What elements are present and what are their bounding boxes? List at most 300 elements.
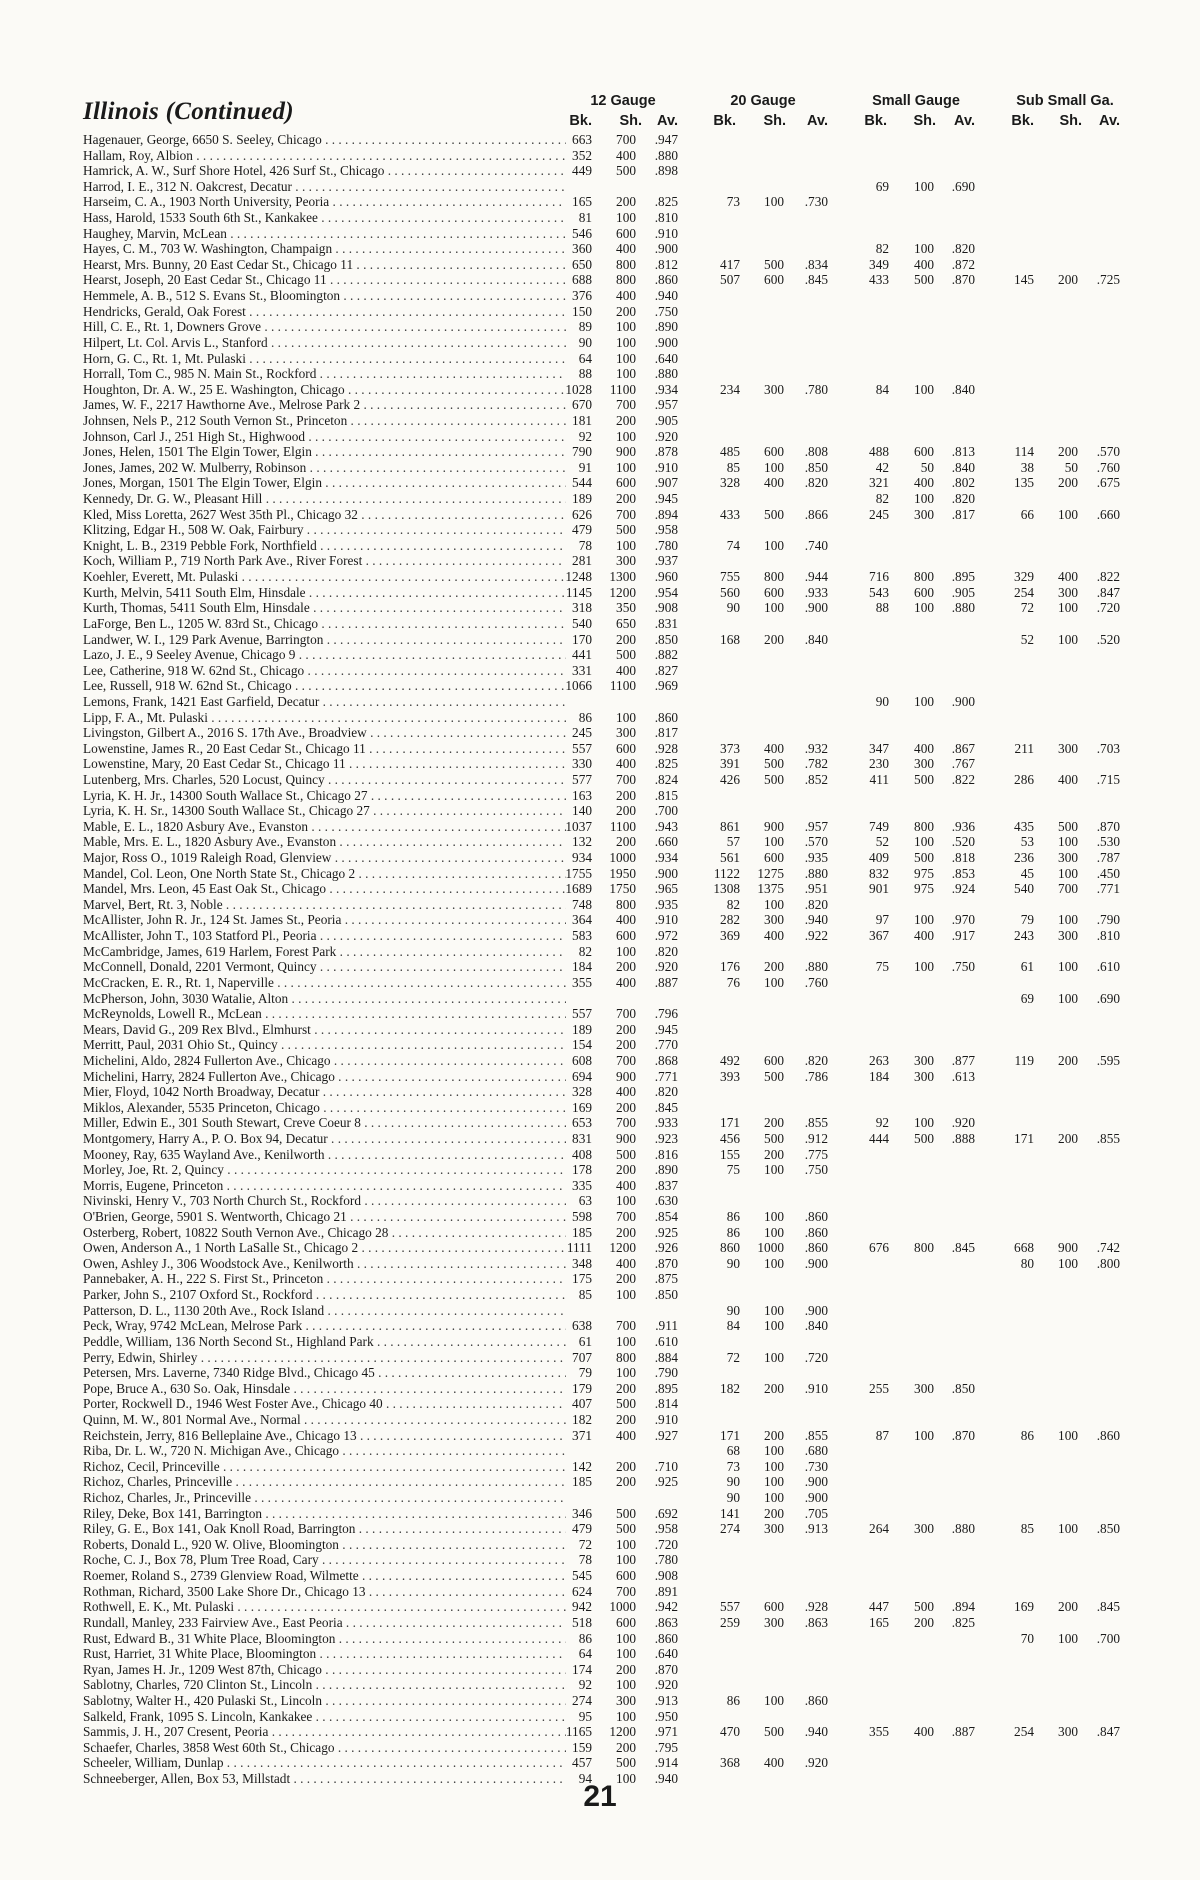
score-cell: 485 (720, 444, 740, 460)
score-cell: .926 (654, 1240, 678, 1256)
score-cell: 300 (616, 725, 636, 741)
shooter-name-address: Owen, Ashley J., 306 Woodstock Ave., Kenilworth . . . (83, 1256, 566, 1272)
score-cell: .840 (804, 631, 828, 647)
score-cell: 145 (1014, 272, 1034, 288)
score-cell: 100 (1058, 631, 1078, 647)
score-cell: 245 (572, 725, 592, 741)
score-cell: .834 (804, 256, 828, 272)
score-cell: 254 (1014, 1724, 1034, 1740)
shooter-name-address: Hemmele, A. B., 512 S. Evans St., Bloomington . . . (83, 288, 566, 304)
score-cell: 174 (572, 1661, 592, 1677)
table-row (0, 866, 1200, 882)
score-cell: .884 (654, 1349, 678, 1365)
score-cell: 861 (720, 818, 740, 834)
score-cell: 50 (1064, 459, 1078, 475)
score-cell: 546 (572, 225, 592, 241)
score-cell: 100 (914, 1115, 934, 1131)
score-cell: 352 (572, 147, 592, 163)
score-cell: .824 (654, 771, 678, 787)
shooter-name-address: Kurth, Melvin, 5411 South Elm, Hinsdale . . . (83, 585, 566, 601)
table-row (0, 1599, 1200, 1615)
score-cell: .720 (804, 1349, 828, 1365)
score-cell: 64 (578, 1646, 592, 1662)
table-row (0, 1318, 1200, 1334)
score-cell: 135 (1014, 475, 1034, 491)
score-cell: .880 (804, 865, 828, 881)
score-cell: .911 (655, 1318, 678, 1334)
score-cell: 800 (914, 818, 934, 834)
score-cell: 300 (914, 1521, 934, 1537)
shooter-name-address: Riley, Deke, Box 141, Barrington . . . (83, 1506, 566, 1522)
score-cell: 650 (616, 615, 636, 631)
score-cell: 1000 (609, 850, 636, 866)
score-cell: 82 (875, 491, 889, 507)
score-cell: 189 (572, 491, 592, 507)
column-subheading: Bk. (1011, 113, 1034, 129)
score-cell: 347 (869, 740, 889, 756)
score-cell: 318 (572, 600, 592, 616)
shooter-name-address: Hamrick, A. W., Surf Shore Hotel, 426 Surf St., Chicago . . . (83, 163, 566, 179)
score-cell: .914 (654, 1755, 678, 1771)
score-cell: 583 (572, 928, 592, 944)
score-cell: 263 (869, 1052, 889, 1068)
column-subheading: Sh. (619, 113, 642, 129)
score-cell: .970 (951, 912, 975, 928)
score-cell: 100 (616, 709, 636, 725)
score-cell: .910 (804, 1380, 828, 1396)
score-cell: .720 (1096, 600, 1120, 616)
score-cell: 409 (869, 850, 889, 866)
score-cell: 371 (572, 1427, 592, 1443)
score-cell: 200 (1058, 444, 1078, 460)
score-cell: .866 (804, 506, 828, 522)
score-cell: 100 (616, 1630, 636, 1646)
score-cell: .787 (1096, 850, 1120, 866)
table-row (0, 1115, 1200, 1131)
shooter-name-address: Mandel, Mrs. Leon, 45 East Oak St., Chicago . . . (83, 881, 566, 897)
score-cell: 200 (764, 1380, 784, 1396)
table-row (0, 834, 1200, 850)
shooter-name-address: Richoz, Cecil, Princeville . . . (83, 1459, 566, 1475)
score-cell: 407 (572, 1396, 592, 1412)
score-cell: 182 (572, 1411, 592, 1427)
score-cell: 169 (572, 1099, 592, 1115)
shooter-name-address: Klitzing, Edgar H., 508 W. Oak, Fairbury . . . (83, 522, 566, 538)
score-cell: .940 (804, 912, 828, 928)
score-cell: .802 (951, 475, 975, 491)
score-cell: 577 (572, 771, 592, 787)
score-cell: 254 (1014, 584, 1034, 600)
score-cell: .972 (654, 928, 678, 944)
shooter-name-address: Ryan, James H. Jr., 1209 West 87th, Chicago . . . (83, 1662, 566, 1678)
score-cell: 1100 (609, 818, 636, 834)
score-cell: 755 (720, 569, 740, 585)
score-cell: 100 (914, 178, 934, 194)
score-cell: 154 (572, 1037, 592, 1053)
shooter-name-address: Horrall, Tom C., 985 N. Main St., Rockford . . . (83, 366, 566, 382)
table-row (0, 1506, 1200, 1522)
score-cell: .822 (951, 771, 975, 787)
table-row (0, 1677, 1200, 1693)
score-cell: .945 (654, 1021, 678, 1037)
shooter-name-address: Marvel, Bert, Rt. 3, Noble . . . (83, 897, 566, 913)
score-cell: 1275 (757, 865, 784, 881)
score-cell: 73 (726, 194, 740, 210)
score-cell: 200 (616, 631, 636, 647)
score-cell: 832 (869, 865, 889, 881)
score-cell: .880 (654, 366, 678, 382)
score-cell: .825 (951, 1614, 975, 1630)
score-cell: .820 (804, 1052, 828, 1068)
score-cell: 264 (869, 1521, 889, 1537)
score-cell: .867 (951, 740, 975, 756)
score-cell: .770 (654, 1037, 678, 1053)
shooter-name-address: Morris, Eugene, Princeton . . . (83, 1178, 566, 1194)
shooter-name-address: Morley, Joe, Rt. 2, Quincy . . . (83, 1162, 566, 1178)
score-cell: .690 (951, 178, 975, 194)
table-row (0, 678, 1200, 694)
score-cell: 88 (578, 366, 592, 382)
score-cell: .880 (804, 959, 828, 975)
score-cell: 100 (616, 1770, 636, 1786)
score-cell: .954 (654, 584, 678, 600)
column-subheading: Av. (954, 113, 975, 129)
score-cell: .818 (951, 850, 975, 866)
score-cell: 100 (616, 350, 636, 366)
score-cell: .610 (1096, 959, 1120, 975)
score-cell: .808 (804, 444, 828, 460)
score-cell: 142 (572, 1458, 592, 1474)
shooter-name-address: Lyria, K. H. Jr., 14300 South Wallace St., Chicago 27 . . . (83, 788, 566, 804)
shooter-name-address: Lipp, F. A., Mt. Pulaski . . . (83, 710, 566, 726)
score-cell: 78 (578, 1552, 592, 1568)
score-cell: 638 (572, 1318, 592, 1334)
score-cell: 800 (616, 272, 636, 288)
score-cell: .927 (654, 1427, 678, 1443)
shooter-name-address: Lazo, J. E., 9 Seeley Avenue, Chicago 9 . . . (83, 647, 566, 663)
group-heading-sub-small-gauge: Sub Small Ga. (1016, 93, 1114, 109)
table-row (0, 1350, 1200, 1366)
score-cell: 479 (572, 522, 592, 538)
shooter-name-address: Richoz, Charles, Jr., Princeville . . . (83, 1490, 566, 1506)
score-cell: 141 (720, 1505, 740, 1521)
score-cell: 400 (616, 1084, 636, 1100)
score-cell: .860 (804, 1224, 828, 1240)
shooter-name-address: Parker, John S., 2107 Oxford St., Rockford . . . (83, 1287, 566, 1303)
table-row (0, 616, 1200, 632)
score-cell: 800 (616, 256, 636, 272)
table-row (0, 1069, 1200, 1085)
table-row (0, 1006, 1200, 1022)
score-cell: .900 (951, 693, 975, 709)
shooter-name-address: Pope, Bruce A., 630 So. Oak, Hinsdale . . . (83, 1381, 566, 1397)
score-cell: 676 (869, 1240, 889, 1256)
score-cell: 92 (875, 1115, 889, 1131)
score-cell: 79 (578, 1365, 592, 1381)
shooter-name-address: Sablotny, Walter H., 420 Pulaski St., Lincoln . . . (83, 1693, 566, 1709)
table-row (0, 1490, 1200, 1506)
table-row (0, 600, 1200, 616)
score-cell: .900 (654, 334, 678, 350)
score-cell: .767 (951, 756, 975, 772)
score-cell: 100 (764, 459, 784, 475)
shooter-name-address: Petersen, Mrs. Laverne, 7340 Ridge Blvd., Chicago 45 . . . (83, 1365, 566, 1381)
score-cell: .958 (654, 1521, 678, 1537)
table-row (0, 132, 1200, 148)
score-cell: 100 (616, 319, 636, 335)
score-cell: 391 (720, 756, 740, 772)
table-row (0, 507, 1200, 523)
score-cell: 700 (616, 506, 636, 522)
score-cell: 100 (914, 834, 934, 850)
score-cell: .520 (1096, 631, 1120, 647)
score-cell: 400 (616, 662, 636, 678)
score-cell: 600 (616, 1568, 636, 1584)
score-cell: .958 (654, 522, 678, 538)
score-cell: 100 (616, 210, 636, 226)
score-cell: 100 (1058, 1521, 1078, 1537)
score-cell: 700 (616, 397, 636, 413)
score-cell: 400 (914, 740, 934, 756)
score-cell: 274 (572, 1692, 592, 1708)
score-cell: 400 (616, 1177, 636, 1193)
score-cell: 84 (726, 1318, 740, 1334)
shooter-name-address: Hendricks, Gerald, Oak Forest . . . (83, 304, 566, 320)
score-cell: .703 (1096, 740, 1120, 756)
score-cell: .750 (654, 303, 678, 319)
score-cell: 200 (1058, 1052, 1078, 1068)
table-row (0, 975, 1200, 991)
score-cell: .790 (1096, 912, 1120, 928)
score-cell: .720 (654, 1536, 678, 1552)
score-cell: 281 (572, 553, 592, 569)
score-cell: .817 (654, 725, 678, 741)
shooter-name-address: Hearst, Joseph, 20 East Cedar St., Chicago 11 . . . (83, 272, 566, 288)
score-cell: .863 (654, 1614, 678, 1630)
score-cell: .937 (654, 553, 678, 569)
score-cell: 274 (720, 1521, 740, 1537)
score-cell: 155 (720, 1146, 740, 1162)
table-row (0, 1521, 1200, 1537)
score-cell: .813 (951, 444, 975, 460)
score-cell: .760 (1096, 459, 1120, 475)
score-cell: 171 (720, 1115, 740, 1131)
score-cell: 200 (616, 834, 636, 850)
shooter-name-address: Jones, James, 202 W. Mulberry, Robinson . . . (83, 460, 566, 476)
score-cell: .870 (654, 1661, 678, 1677)
score-cell: 90 (578, 334, 592, 350)
score-cell: 119 (1014, 1052, 1034, 1068)
table-row (0, 1459, 1200, 1475)
score-cell: .837 (654, 1177, 678, 1193)
shooter-name-address: Patterson, D. L., 1130 20th Ave., Rock Island . . . (83, 1303, 566, 1319)
shooter-name-address: Jones, Helen, 1501 The Elgin Tower, Elgin . . . (83, 444, 566, 460)
score-cell: 321 (869, 475, 889, 491)
score-cell: 100 (764, 1490, 784, 1506)
score-cell: 557 (572, 740, 592, 756)
score-cell: 400 (764, 475, 784, 491)
shooter-name-address: Harseim, C. A., 1903 North University, Peoria . . . (83, 194, 566, 210)
score-cell: 600 (616, 475, 636, 491)
shooter-name-address: Lemons, Frank, 1421 East Garfield, Decatur . . . (83, 694, 566, 710)
score-cell: 1066 (565, 678, 592, 694)
score-cell: .850 (804, 459, 828, 475)
shooter-name-address: Landwer, W. I., 129 Park Avenue, Barrington . . . (83, 632, 566, 648)
score-cell: .925 (654, 1224, 678, 1240)
score-cell: 700 (616, 1115, 636, 1131)
score-cell: 74 (726, 537, 740, 553)
score-cell: 70 (1020, 1630, 1034, 1646)
score-cell: .912 (804, 1131, 828, 1146)
score-cell: 700 (616, 1583, 636, 1599)
score-cell: 100 (1058, 1427, 1078, 1443)
shooter-name-address: Hallam, Roy, Albion . . . (83, 148, 566, 164)
score-cell: .944 (804, 569, 828, 585)
shooter-name-address: Knight, L. B., 2319 Pebble Fork, Northfield . . . (83, 538, 566, 554)
table-row (0, 1537, 1200, 1553)
table-row (0, 475, 1200, 491)
shooter-name-address: Pannebaker, A. H., 222 S. First St., Princeton . . . (83, 1271, 566, 1287)
score-cell: 700 (616, 1006, 636, 1022)
score-cell: 600 (764, 1052, 784, 1068)
table-row (0, 1474, 1200, 1490)
score-cell: 100 (764, 1349, 784, 1365)
score-cell: .863 (804, 1614, 828, 1630)
score-cell: 200 (616, 303, 636, 319)
score-cell: .933 (654, 1115, 678, 1131)
score-cell: 749 (869, 818, 889, 834)
score-cell: .895 (654, 1380, 678, 1396)
score-cell: .936 (951, 818, 975, 834)
column-subheading: Av. (1099, 113, 1120, 129)
table-row (0, 1724, 1200, 1740)
score-cell: .870 (951, 1427, 975, 1443)
score-cell: 500 (616, 647, 636, 663)
score-cell: 1750 (609, 881, 636, 897)
score-cell: .530 (1096, 834, 1120, 850)
score-cell: .775 (804, 1146, 828, 1162)
score-cell: 200 (616, 491, 636, 507)
score-cell: 200 (616, 1021, 636, 1037)
score-cell: 100 (914, 1427, 934, 1443)
shooter-name-address: Lyria, K. H. Sr., 14300 South Wallace St., Chicago 27 . . . (83, 803, 566, 819)
score-cell: 400 (616, 288, 636, 304)
score-cell: 100 (1058, 990, 1078, 1006)
score-cell: 433 (720, 506, 740, 522)
score-cell: 163 (572, 787, 592, 803)
score-cell: 76 (726, 974, 740, 990)
shooter-name-address: Schneeberger, Allen, Box 53, Millstadt . . . (83, 1771, 566, 1787)
score-cell: 600 (616, 740, 636, 756)
score-cell: 300 (914, 1052, 934, 1068)
shooter-name-address: Rundall, Manley, 233 Fairview Ave., East Peoria . . . (83, 1615, 566, 1631)
score-cell: 100 (914, 912, 934, 928)
score-cell: .882 (654, 647, 678, 663)
score-cell: 1308 (713, 881, 740, 897)
table-row (0, 1162, 1200, 1178)
score-cell: 975 (914, 881, 934, 897)
score-cell: .742 (1096, 1240, 1120, 1256)
score-cell: .935 (654, 896, 678, 912)
table-row (0, 226, 1200, 242)
score-cell: 100 (1058, 834, 1078, 850)
score-cell: 663 (572, 132, 592, 147)
table-row (0, 1303, 1200, 1319)
table-row (0, 1428, 1200, 1444)
table-row (0, 944, 1200, 960)
score-cell: .923 (654, 1131, 678, 1146)
score-cell: .860 (1096, 1427, 1120, 1443)
shooter-name-address: Riley, G. E., Box 141, Oak Knoll Road, Barrington . . . (83, 1521, 566, 1537)
score-cell: 100 (1058, 1630, 1078, 1646)
score-cell: 300 (616, 553, 636, 569)
score-cell: 369 (720, 928, 740, 944)
score-cell: 500 (616, 1521, 636, 1537)
score-cell: 700 (616, 132, 636, 147)
score-cell: .831 (654, 615, 678, 631)
shooter-name-address: Lutenberg, Mrs. Charles, 520 Locust, Quincy . . . (83, 772, 566, 788)
score-cell: .825 (654, 756, 678, 772)
score-cell: 159 (572, 1739, 592, 1755)
score-cell: .820 (654, 1084, 678, 1100)
score-cell: 200 (914, 1614, 934, 1630)
score-cell: .750 (951, 959, 975, 975)
table-row (0, 1615, 1200, 1631)
score-cell: .780 (654, 537, 678, 553)
score-cell: 95 (578, 1708, 592, 1724)
score-cell: .820 (951, 491, 975, 507)
score-cell: 61 (1020, 959, 1034, 975)
score-cell: 184 (572, 959, 592, 975)
table-row (0, 803, 1200, 819)
score-cell: 457 (572, 1755, 592, 1771)
score-cell: 700 (616, 1209, 636, 1225)
table-row (0, 382, 1200, 398)
score-cell: 360 (572, 241, 592, 257)
score-cell: .900 (654, 241, 678, 257)
score-cell: .891 (654, 1583, 678, 1599)
score-cell: .730 (804, 194, 828, 210)
score-cell: .845 (654, 1099, 678, 1115)
table-row (0, 1365, 1200, 1381)
score-cell: 200 (1058, 475, 1078, 491)
score-cell: .935 (804, 850, 828, 866)
score-cell: .960 (654, 569, 678, 585)
score-cell: 600 (914, 584, 934, 600)
score-cell: 831 (572, 1131, 592, 1146)
score-cell: 86 (1020, 1427, 1034, 1443)
shooter-name-address: McAllister, John R. Jr., 124 St. James St., Peoria . . . (83, 912, 566, 928)
score-cell: 400 (616, 1427, 636, 1443)
shooter-name-address: Horn, G. C., Rt. 1, Mt. Pulaski . . . (83, 351, 566, 367)
score-cell: 57 (726, 834, 740, 850)
score-cell: 75 (726, 1162, 740, 1178)
score-cell: .925 (654, 1474, 678, 1490)
score-cell: .827 (654, 662, 678, 678)
score-cell: 72 (578, 1536, 592, 1552)
score-cell: 650 (572, 256, 592, 272)
score-cell: .860 (654, 709, 678, 725)
score-cell: 200 (616, 1739, 636, 1755)
table-row (0, 928, 1200, 944)
score-cell: .705 (804, 1505, 828, 1521)
score-cell: 200 (616, 1271, 636, 1287)
score-cell: 561 (720, 850, 740, 866)
score-cell: .942 (654, 1599, 678, 1615)
score-cell: 200 (1058, 1131, 1078, 1146)
score-cell: 52 (875, 834, 889, 850)
score-cell: 171 (720, 1427, 740, 1443)
